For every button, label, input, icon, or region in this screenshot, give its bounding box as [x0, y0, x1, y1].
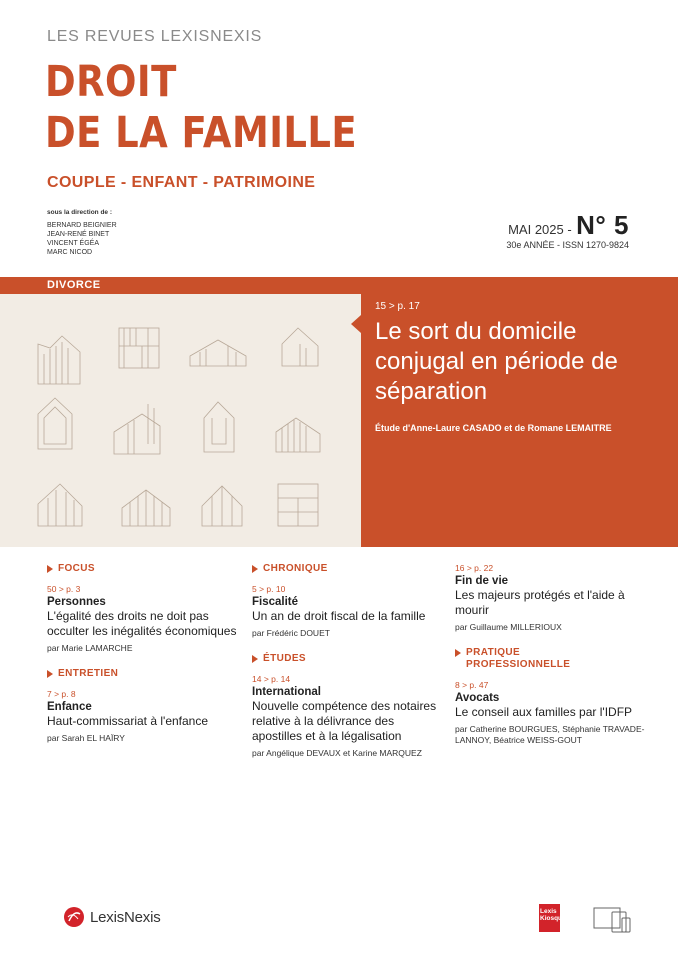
triangle-icon	[252, 655, 258, 663]
director: MARC NICOD	[47, 249, 93, 256]
page-ref: 16 > p. 22	[455, 563, 494, 573]
journal-title-line2: DE LA FAMILLE	[45, 108, 358, 158]
triangle-icon	[47, 565, 53, 573]
headline: Haut-commissariat à l'enfance	[47, 714, 209, 728]
director: JEAN-RENÉ BINET	[47, 231, 110, 238]
house-drawing	[204, 402, 234, 452]
publisher-name: LexisNexis	[90, 908, 161, 926]
houses-illustration	[0, 294, 361, 547]
section-label: DIVORCE	[47, 279, 101, 291]
topic: Personnes	[47, 596, 106, 608]
issue-number: N° 5	[576, 210, 629, 240]
page-ref: 5 > p. 10	[252, 584, 286, 594]
toc-entry[interactable]	[455, 647, 645, 746]
issue-month: MAI 2025 -	[508, 222, 572, 237]
feature-notch	[351, 315, 361, 333]
direction-label: sous la direction de :	[47, 209, 113, 216]
topic: International	[252, 686, 322, 698]
toc-column-3	[455, 563, 645, 746]
headline: Nouvelle compétence des notaires relative à la délivrance des apostilles et à la légalisation	[252, 699, 437, 743]
house-drawing	[282, 328, 318, 366]
byline: par Sarah EL HAÏRY	[47, 733, 125, 743]
journal-title-line1: DROIT	[45, 57, 177, 107]
house-drawing	[38, 484, 82, 526]
byline: par Guillaume MILLERIOUX	[455, 622, 562, 632]
toc-entry[interactable]	[455, 563, 645, 633]
illustration-panel	[0, 277, 361, 547]
lexisnexis-logo-icon	[63, 906, 85, 928]
house-drawing	[38, 398, 72, 449]
byline: par Catherine BOURGUES, Stéphanie TRAVADE-LANNOY, Béatrice WEISS-GOUT	[455, 724, 645, 745]
series-name: LES REVUES LEXISNEXIS	[47, 28, 263, 45]
topic: Fiscalité	[252, 596, 299, 608]
director: BERNARD BEIGNIER	[47, 222, 117, 229]
toc-column-2	[252, 563, 442, 759]
section-heading: ENTRETIEN	[47, 668, 237, 680]
lexisnexis-logo	[63, 906, 161, 928]
house-drawing	[122, 490, 170, 526]
feature-band	[0, 277, 678, 547]
house-drawing	[278, 484, 318, 526]
directors-list	[47, 221, 117, 257]
section-heading: PRATIQUE PROFESSIONNELLE	[455, 647, 645, 671]
toc-entry[interactable]	[47, 563, 237, 654]
kiosque-logo: Lexis Kiosque	[539, 904, 560, 932]
topic: Enfance	[47, 701, 92, 713]
page-ref: 50 > p. 3	[47, 584, 81, 594]
triangle-icon	[252, 565, 258, 573]
feature-headline[interactable]: Le sort du domicile conjugal en période de séparation	[375, 318, 618, 405]
feature-ref: 15 > p. 17	[375, 301, 420, 312]
byline: par Marie LAMARCHE	[47, 643, 133, 653]
toc-entry[interactable]	[47, 668, 237, 744]
toc-column-1	[47, 563, 237, 744]
director: VINCENT ÉGÉA	[47, 240, 99, 247]
byline: par Frédéric DOUET	[252, 628, 330, 638]
journal-subtitle: COUPLE - ENFANT - PATRIMOINE	[47, 174, 316, 191]
issue-info	[508, 210, 629, 241]
section-tab	[0, 277, 361, 294]
house-drawing	[119, 328, 159, 368]
house-drawing	[276, 418, 320, 452]
triangle-icon	[47, 670, 53, 678]
toc-entry[interactable]	[252, 563, 442, 639]
section-heading: ÉTUDES	[252, 653, 442, 665]
byline: par Angélique DEVAUX et Karine MARQUEZ	[252, 748, 422, 758]
devices-icon	[560, 904, 660, 934]
headline: L'égalité des droits ne doit pas occulter les inégalités économiques	[47, 609, 237, 638]
issue-details: 30e ANNÉE - ISSN 1270-9824	[506, 240, 629, 250]
headline: Les majeurs protégés et l'aide à mourir	[455, 588, 625, 617]
house-drawing	[190, 340, 246, 366]
toc-entry[interactable]	[252, 653, 442, 759]
triangle-icon	[455, 649, 461, 657]
page-ref: 8 > p. 47	[455, 680, 489, 690]
topic: Fin de vie	[455, 575, 509, 587]
house-drawing	[38, 336, 80, 384]
section-heading: CHRONIQUE	[252, 563, 442, 575]
feature-author: Étude d'Anne-Laure CASADO et de Romane LEMAITRE	[375, 423, 612, 433]
house-drawing	[202, 486, 242, 526]
headline: Le conseil aux familles par l'IDFP	[455, 705, 633, 719]
topic: Avocats	[455, 692, 500, 704]
page-ref: 14 > p. 14	[252, 674, 291, 684]
house-drawing	[114, 404, 160, 454]
page-ref: 7 > p. 8	[47, 689, 76, 699]
headline: Un an de droit fiscal de la famille	[252, 609, 426, 623]
section-heading: FOCUS	[47, 563, 237, 575]
